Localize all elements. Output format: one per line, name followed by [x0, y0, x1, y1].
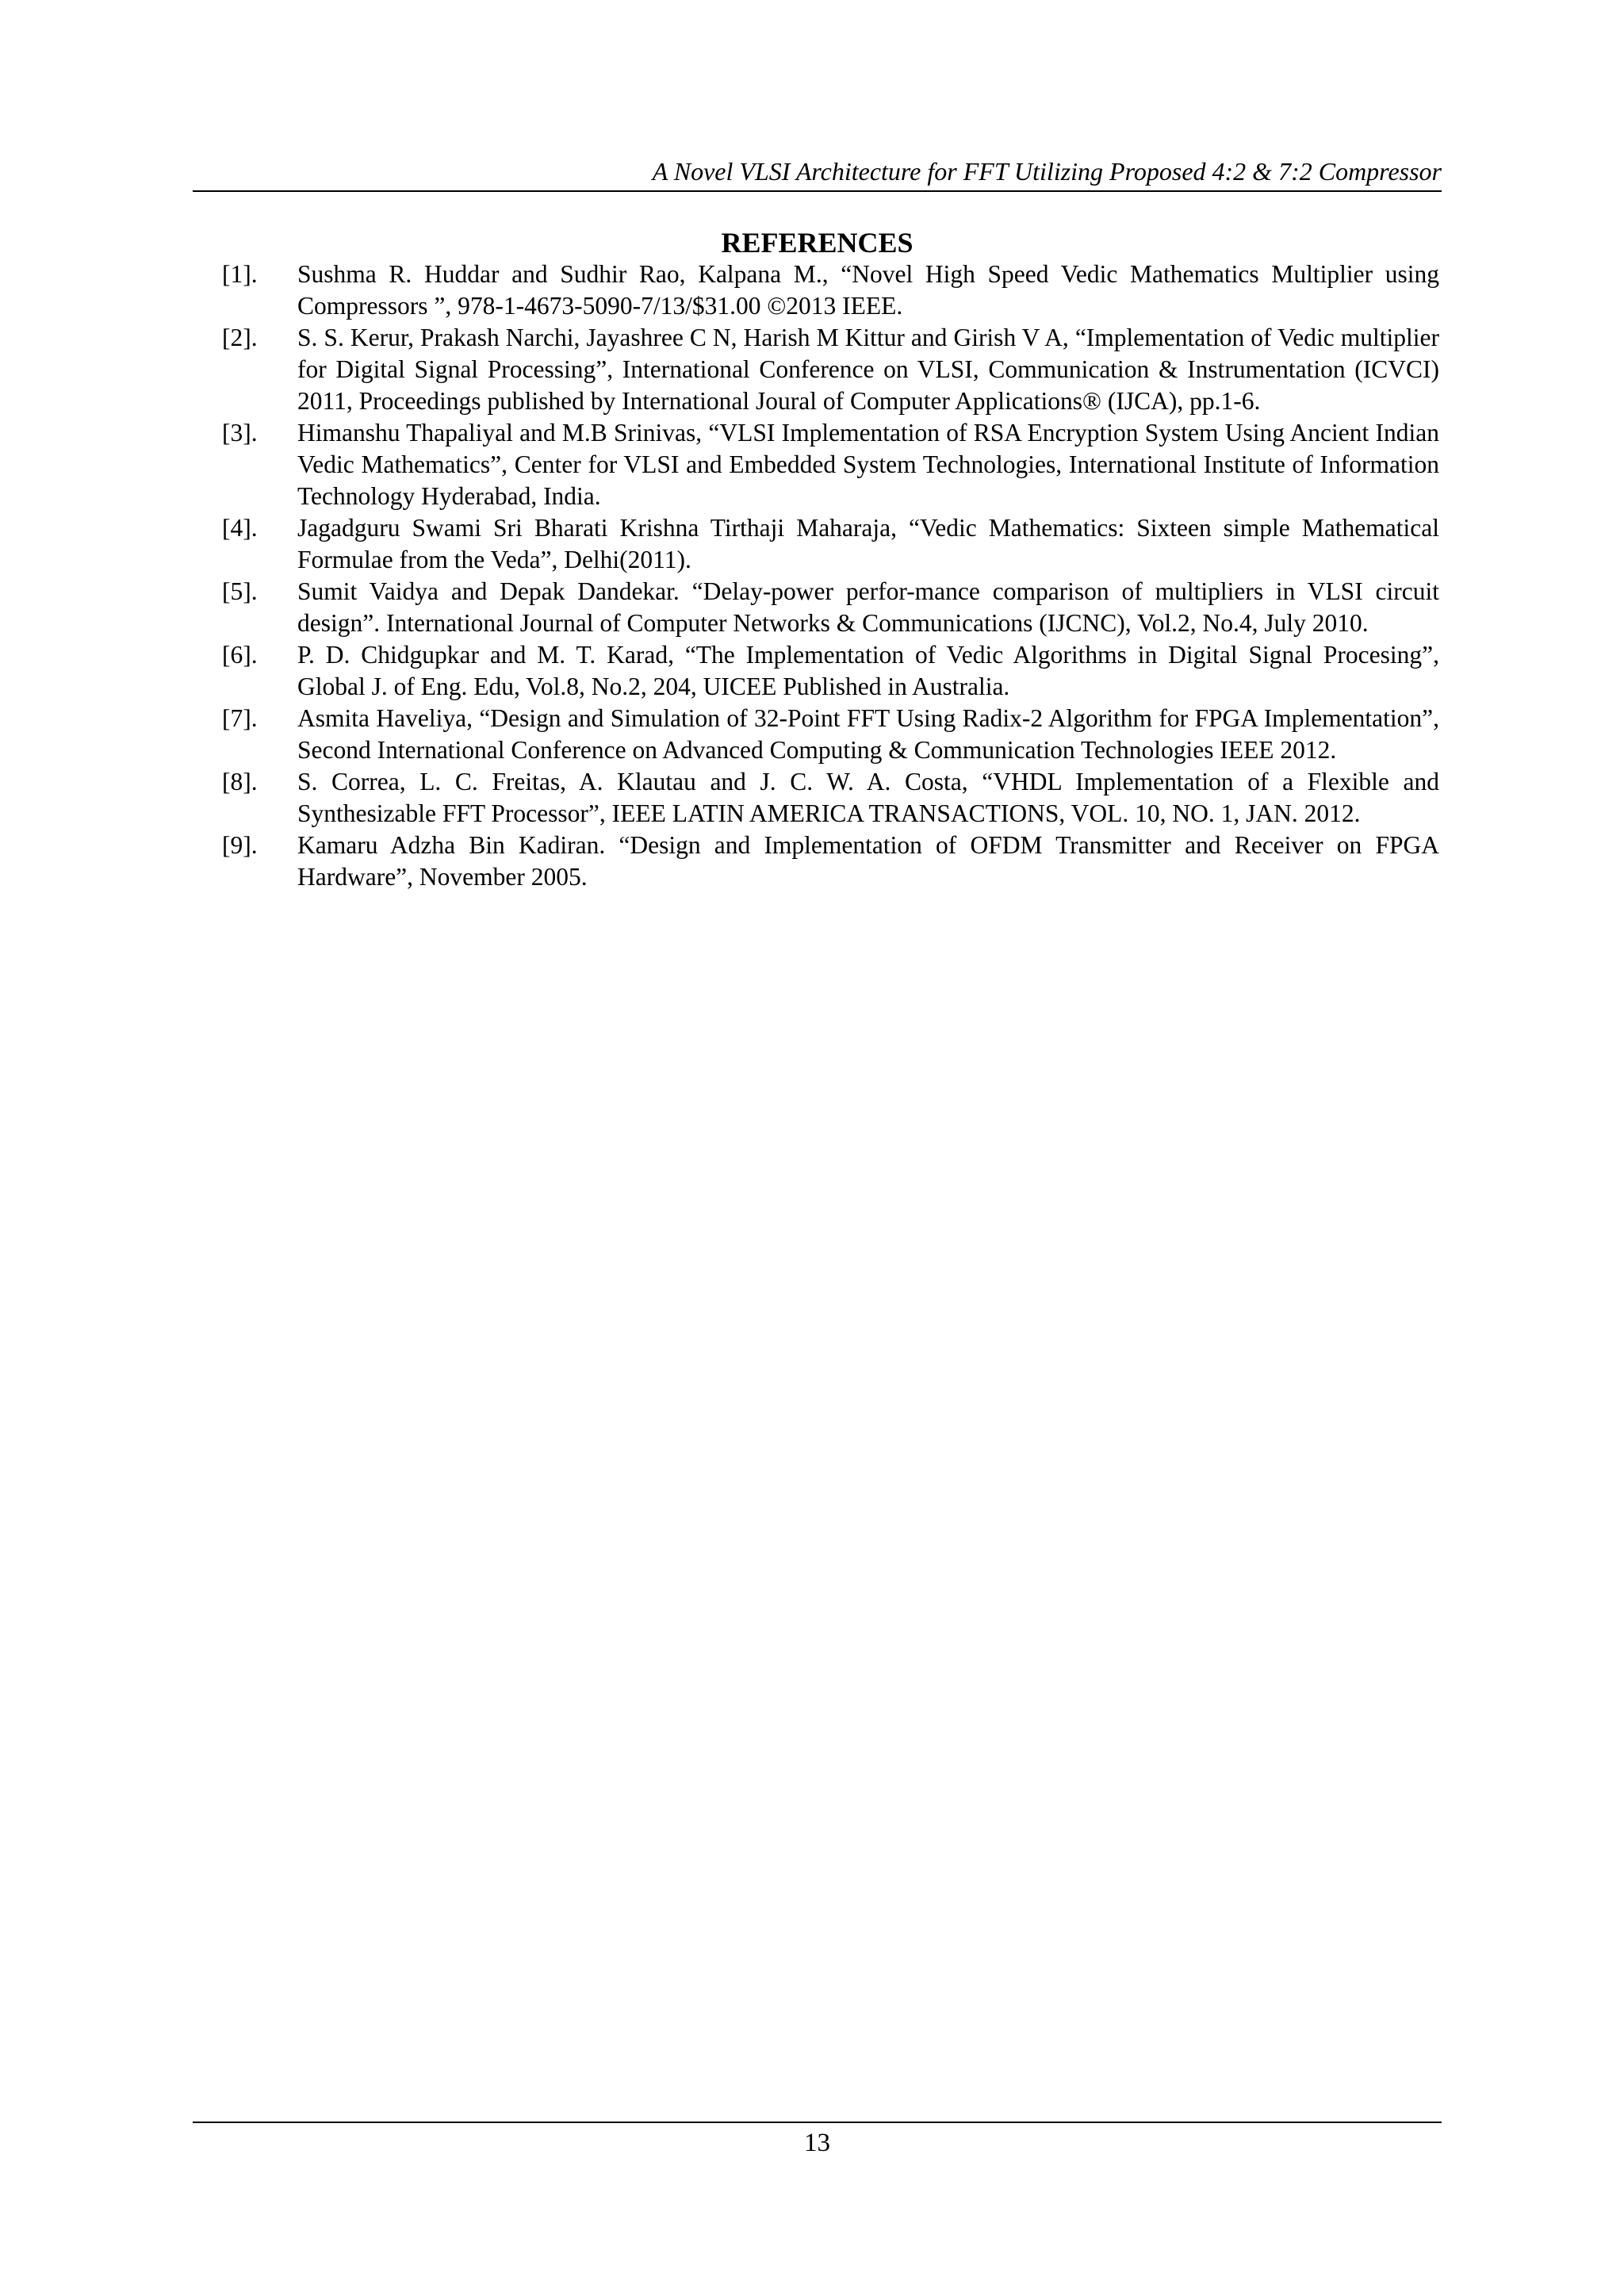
reference-text: Sumit Vaidya and Depak Dandekar. “Delay-power perfor-mance comparison of multipliers in VLSI circuit design”. International Journal of Computer Networks & Communications (IJCNC), Vol.2, No.4, July 2010. [297, 577, 1439, 637]
reference-text: Kamaru Adzha Bin Kadiran. “Design and Implementation of OFDM Transmitter and Receiver on FPGA Hardware”, November 2005. [297, 831, 1439, 891]
reference-text: P. D. Chidgupkar and M. T. Karad, “The Implementation of Vedic Algorithms in Digital Signal Procesing”, Global J. of Eng. Edu, Vol.8, No.2, 204, UICEE Published in Australia. [297, 641, 1439, 700]
reference-number: [5]. [222, 577, 258, 605]
reference-item-1 [222, 259, 1439, 322]
reference-number: [7]. [222, 704, 258, 732]
reference-item-2 [222, 322, 1439, 417]
page-number: 13 [804, 2129, 830, 2157]
reference-text: Himanshu Thapaliyal and M.B Srinivas, “VLSI Implementation of RSA Encryption System Using Ancient Indian Vedic Mathematics”, Center for VLSI and Embedded System Technologies, International Institute of Information Technology Hyderabad, India. [297, 419, 1439, 510]
reference-number: [3]. [222, 419, 258, 447]
reference-number: [2]. [222, 324, 258, 351]
reference-number: [4]. [222, 514, 258, 542]
reference-item-6 [222, 639, 1439, 703]
reference-item-5 [222, 576, 1439, 639]
reference-item-4 [222, 512, 1439, 576]
reference-number: [8]. [222, 768, 258, 795]
reference-text: Sushma R. Huddar and Sudhir Rao, Kalpana M., “Novel High Speed Vedic Mathematics Multiplier using Compressors ”, 978-1-4673-5090-7/13/$31.00 ©2013 IEEE. [297, 260, 1439, 320]
footer-divider [193, 2122, 1442, 2123]
references-heading: REFERENCES [721, 227, 914, 259]
reference-list [222, 259, 1439, 893]
reference-text: S. S. Kerur, Prakash Narchi, Jayashree C N, Harish M Kittur and Girish V A, “Implementation of Vedic multiplier for Digital Signal Processing”, International Conference on VLSI, Communication & Instrumentation (ICVCI) 2011, Proceedings published by International Joural of Computer Applications® (IJCA), pp.1-6. [297, 324, 1439, 415]
reference-text: Asmita Haveliya, “Design and Simulation of 32-Point FFT Using Radix-2 Algorithm for FPGA Implementation”, Second International Conference on Advanced Computing & Communication Technologies IEEE 2012. [297, 704, 1439, 764]
reference-item-9 [222, 830, 1439, 893]
running-header-title: A Novel VLSI Architecture for FFT Utilizing Proposed 4:2 & 7:2 Compressor [652, 157, 1442, 186]
reference-text: Jagadguru Swami Sri Bharati Krishna Tirthaji Maharaja, “Vedic Mathematics: Sixteen simple Mathematical Formulae from the Veda”, Delhi(2011). [297, 514, 1439, 573]
reference-text: S. Correa, L. C. Freitas, A. Klautau and J. C. W. A. Costa, “VHDL Implementation of a Flexible and Synthesizable FFT Processor”, IEEE LATIN AMERICA TRANSACTIONS, VOL. 10, NO. 1, JAN. 2012. [297, 768, 1439, 827]
header-divider [193, 190, 1442, 192]
reference-item-8 [222, 766, 1439, 830]
reference-item-3 [222, 417, 1439, 512]
reference-item-7 [222, 703, 1439, 766]
reference-number: [9]. [222, 831, 258, 859]
reference-number: [1]. [222, 260, 258, 288]
reference-number: [6]. [222, 641, 258, 669]
